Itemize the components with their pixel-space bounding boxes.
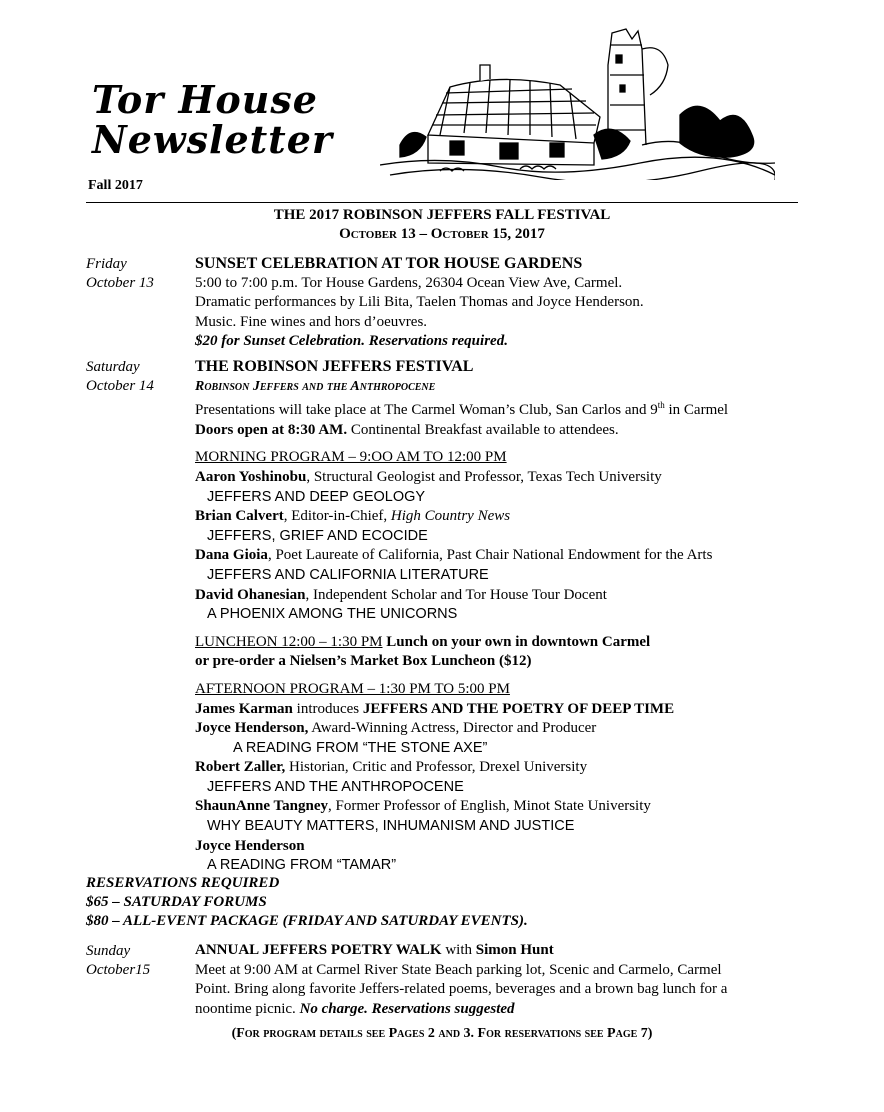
luncheon-note: Lunch on your own in downtown Carmel [382, 633, 651, 650]
speaker-name: James Karman [195, 700, 293, 717]
friday-event [195, 254, 805, 352]
festival-dates: October 13 – October 15, 2017 [339, 226, 545, 242]
talk-title: A PHOENIX AMONG THE UNICORNS [207, 606, 458, 623]
speaker-entry [195, 719, 805, 739]
luncheon-line-2: or pre-order a Nielsen’s Market Box Luncheon ($12) [195, 653, 532, 670]
reservations-required: RESERVATIONS REQUIRED [86, 875, 280, 891]
sunday-line-2: Point. Bring along favorite Jeffers-related poems, beverages and a brown bag lunch for a [195, 981, 728, 998]
speaker-name: Joyce Henderson [195, 837, 305, 854]
newsletter-masthead [92, 77, 333, 162]
sunday-date: October15 [86, 962, 151, 978]
speaker-entry [195, 546, 805, 566]
sunday-line-1: Meet at 9:00 AM at Carmel River State Beach parking lot, Scenic and Carmelo, Carmel [195, 961, 722, 978]
speaker-name: Aaron Yoshinobu [195, 468, 307, 485]
saturday-forums-price: $65 – SATURDAY FORUMS [86, 894, 267, 910]
walk-leader: Simon Hunt [475, 942, 554, 958]
saturday-day: Saturday [86, 359, 140, 375]
speaker-desc: Award-Winning Actress, Director and Producer [308, 720, 597, 737]
sunday-charge: No charge. Reservations suggested [299, 1000, 515, 1017]
speaker-name: David Ohanesian [195, 586, 306, 603]
afternoon-program-header: AFTERNOON PROGRAM – 1:30 PM TO 5:00 PM [195, 680, 510, 697]
talk-title: JEFFERS AND THE ANTHROPOCENE [207, 778, 464, 795]
all-event-package-price: $80 – ALL-EVENT PACKAGE (FRIDAY AND SATURDAY EVENTS). [86, 913, 528, 929]
venue-sup: th [657, 400, 665, 411]
speaker-desc: , Independent Scholar and Tor House Tour Docent [305, 586, 607, 603]
speaker-name: Brian Calvert [195, 508, 284, 525]
masthead-line-1: Tor House [92, 77, 318, 122]
speaker-entry [195, 797, 805, 817]
friday-line-1: 5:00 to 7:00 p.m. Tor House Gardens, 26304 Ocean View Ave, Carmel. [195, 274, 623, 291]
friday-date: October 13 [86, 275, 154, 291]
sunday-picnic: noontime picnic. [195, 1000, 300, 1017]
talk-title: JEFFERS, GRIEF AND ECOCIDE [207, 527, 428, 544]
speaker-name: Joyce Henderson, [195, 720, 309, 737]
saturday-title: THE ROBINSON JEFFERS FESTIVAL [195, 358, 474, 375]
tor-house-illustration [380, 25, 775, 180]
venue-end: in Carmel [664, 402, 729, 419]
friday-title: SUNSET CELEBRATION AT TOR HOUSE GARDENS [195, 255, 583, 272]
speaker-name: Dana Gioia [195, 547, 268, 564]
masthead-line-2: Newsletter [92, 117, 333, 162]
festival-title: THE 2017 ROBINSON JEFFERS FALL FESTIVAL [273, 207, 611, 223]
festival-heading [86, 206, 798, 244]
talk-title: JEFFERS AND THE POETRY OF DEEP TIME [362, 700, 675, 717]
saturday-date-label [86, 358, 154, 396]
speaker-desc: Historian, Critic and Professor, Drexel University [285, 759, 588, 776]
friday-day: Friday [86, 256, 127, 272]
sunday-with: with [441, 942, 476, 958]
speaker-name: Robert Zaller, [195, 759, 286, 776]
venue-text: Presentations will take place at The Carmel Woman’s Club, San Carlos and 9 [195, 402, 658, 419]
talk-title: JEFFERS AND CALIFORNIA LITERATURE [207, 566, 489, 583]
issue-season: Fall 2017 [88, 178, 143, 193]
doors-time: Doors open at 8:30 AM. [195, 421, 348, 438]
header-divider [86, 202, 798, 203]
talk-title: JEFFERS AND DEEP GEOLOGY [207, 488, 426, 505]
sunday-title-line [195, 941, 805, 961]
speaker-desc: , Former Professor of English, Minot State University [328, 798, 651, 815]
friday-date-label [86, 255, 154, 293]
sunday-line-3 [195, 1000, 805, 1020]
karman-entry [195, 700, 805, 720]
saturday-subtitle: Robinson Jeffers and the Anthropocene [195, 378, 436, 394]
talk-title: WHY BEAUTY MATTERS, INHUMANISM AND JUSTICE [207, 818, 575, 835]
speaker-entry [195, 586, 805, 606]
speaker-desc: , Poet Laureate of California, Past Chair National Endowment for the Arts [267, 547, 713, 564]
reservations-block [86, 874, 528, 931]
speaker-entry [195, 837, 805, 857]
luncheon-line-1 [195, 633, 805, 653]
sunday-date-label [86, 942, 150, 980]
morning-program-header: MORNING PROGRAM – 9:OO AM TO 12:00 PM [195, 449, 507, 466]
saturday-event [195, 357, 805, 876]
talk-title: A READING FROM “THE STONE AXE” [233, 739, 488, 756]
speaker-desc: , Editor-in-Chief, [283, 508, 391, 525]
talk-title: A READING FROM “TAMAR” [207, 857, 397, 874]
sunday-day: Sunday [86, 943, 131, 959]
friday-line-2: Dramatic performances by Lili Bita, Taelen Thomas and Joyce Henderson. [195, 294, 644, 311]
speaker-desc: introduces [292, 700, 363, 717]
page-reference-footer: (For program details see Pages 2 and 3. For reservations see Page 7) [231, 1026, 653, 1041]
saturday-date: October 14 [86, 378, 154, 394]
speaker-desc: , Structural Geologist and Professor, Texas Tech University [306, 468, 662, 485]
luncheon-header: LUNCHEON 12:00 – 1:30 PM [195, 633, 383, 650]
friday-line-3: Music. Fine wines and hors d’oeuvres. [195, 313, 428, 330]
sunday-event [195, 941, 805, 1019]
speaker-entry [195, 507, 805, 527]
breakfast-note: Continental Breakfast available to attendees. [347, 421, 619, 438]
friday-price: $20 for Sunset Celebration. Reservations required. [195, 333, 508, 350]
speaker-entry [195, 468, 805, 488]
speaker-name: ShaunAnne Tangney [195, 798, 328, 815]
saturday-doors [195, 421, 805, 441]
sunday-title: ANNUAL JEFFERS POETRY WALK [195, 942, 442, 958]
speaker-entry [195, 758, 805, 778]
saturday-venue [195, 396, 805, 421]
publication-name: High Country News [390, 508, 511, 525]
